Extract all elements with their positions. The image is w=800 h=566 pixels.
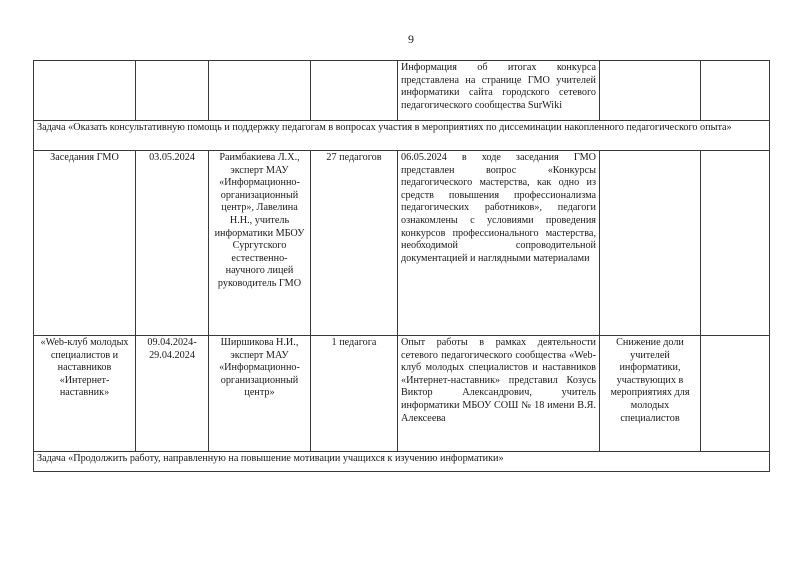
- participants-cell: 1 педагога: [311, 336, 398, 452]
- table-row: [34, 336, 770, 452]
- problem-cell: [600, 151, 701, 336]
- responsible-cell: [209, 61, 311, 121]
- problem-cell: [600, 61, 701, 121]
- event-cell: [34, 61, 136, 121]
- event-cell: «Web-клуб молодых специалистов и наставников «Интернет-наставник»: [34, 336, 136, 452]
- note-cell: [701, 61, 770, 121]
- participants-cell: 27 педагогов: [311, 151, 398, 336]
- participants-cell: [311, 61, 398, 121]
- task-heading: Задача «Оказать консультативную помощь и поддержку педагогам в вопросах участия в мероприятиях по диссеминации накопленного педагогического опыта»: [34, 121, 770, 151]
- date-cell: 03.05.2024: [136, 151, 209, 336]
- problem-cell: Снижение доли учителей информатики, участвующих в мероприятиях для молодых специалистов: [600, 336, 701, 452]
- result-cell: Опыт работы в рамках деятельности сетевого педагогического сообщества «Web-клуб молодых специалистов и наставников «Интернет-наставник» представил Козусь Виктор Александрович, учитель информатики МБОУ СОШ № 18 имени В.Я. Алексеева: [398, 336, 600, 452]
- date-cell: 09.04.2024-29.04.2024: [136, 336, 209, 452]
- table-row: [34, 151, 770, 336]
- report-table: [33, 60, 770, 472]
- table-row: [34, 61, 770, 121]
- responsible-cell: Ширшикова Н.И., эксперт МАУ «Информационно-организационный центр»: [209, 336, 311, 452]
- responsible-cell: Раимбакиева Л.Х., эксперт МАУ «Информационно-организационный центр», Лавелина Н.Н., учитель информатики МБОУ Сургутского естественно-научного лицей руководитель ГМО: [209, 151, 311, 336]
- note-cell: [701, 151, 770, 336]
- result-cell: 06.05.2024 в ходе заседания ГМО представлен вопрос «Конкурсы педагогического мастерства, как одно из средств повышения профессионализма педагогических работников», педагоги ознакомлены с условиями проведения конкурсов профессионального мастерства, необходимой сопроводительной документацией и наглядными материалами: [398, 151, 600, 336]
- task-row: [34, 452, 770, 472]
- event-cell: Заседания ГМО: [34, 151, 136, 336]
- page-number: 9: [408, 32, 414, 46]
- result-cell: Информация об итогах конкурса представлена на странице ГМО учителей информатики сайта городского сетевого педагогического сообщества SurWiki: [398, 61, 600, 121]
- task-row: [34, 121, 770, 151]
- task-heading: Задача «Продолжить работу, направленную на повышение мотивации учащихся к изучению информатики»: [34, 452, 770, 472]
- date-cell: [136, 61, 209, 121]
- note-cell: [701, 336, 770, 452]
